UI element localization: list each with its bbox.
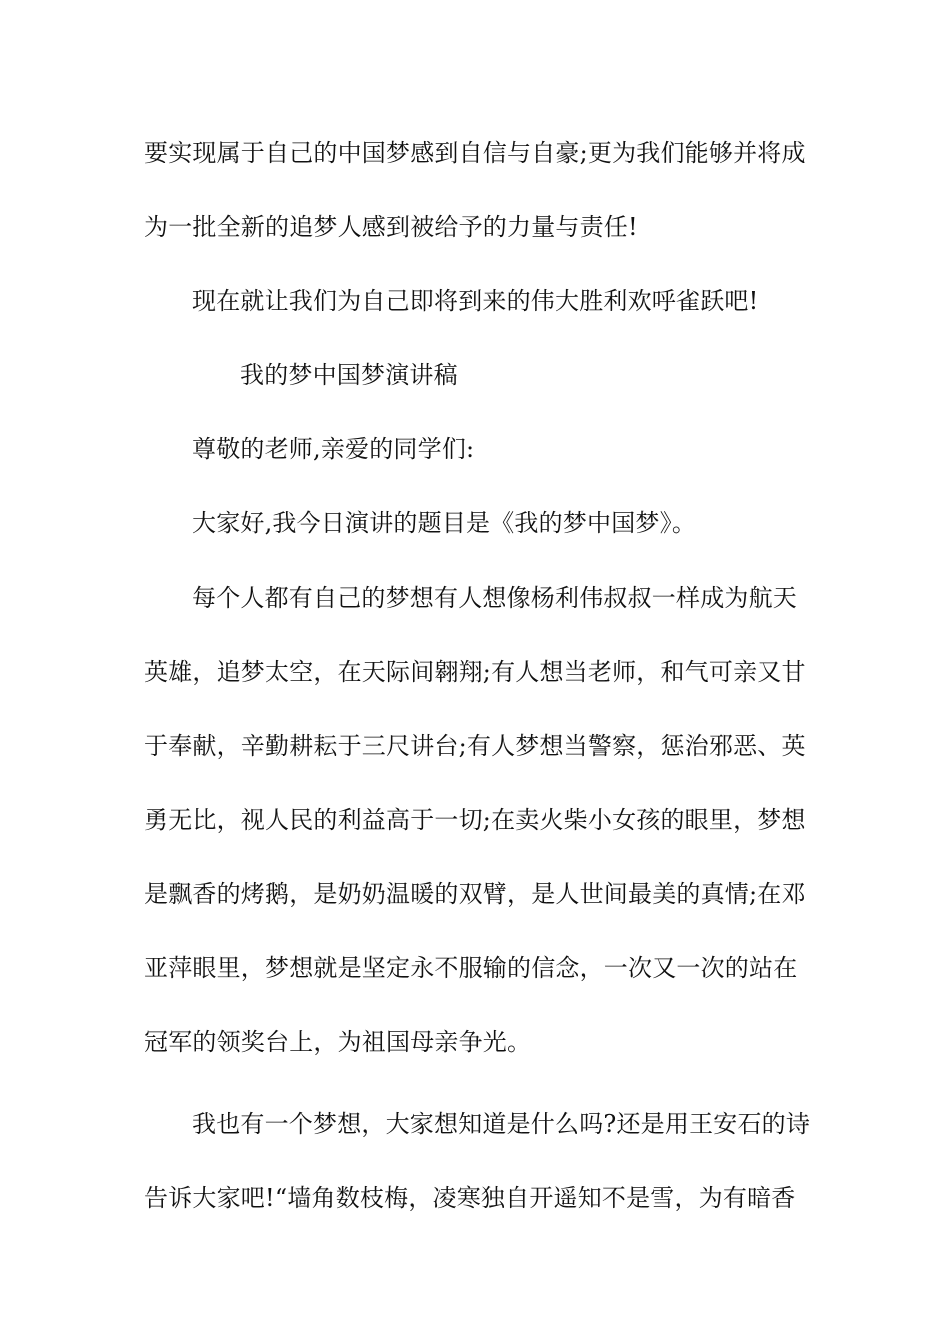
paragraph-line: 亚萍眼里，梦想就是坚定永不服输的信念，一次又一次的站在 [144,954,798,982]
paragraph-line: 大家好,我今日演讲的题目是《我的梦中国梦》。 [192,509,697,537]
section-heading: 我的梦中国梦演讲稿 [240,361,458,389]
paragraph-line: 我也有一个梦想，大家想知道是什么吗?还是用王安石的诗 [192,1110,811,1138]
paragraph-line: 告诉大家吧!“墙角数枝梅，凌寒独自开遥知不是雪，为有暗香 [144,1184,796,1212]
paragraph-line: 为一批全新的追梦人感到被给予的力量与责任! [144,213,638,241]
paragraph-line: 勇无比，视人民的利益高于一切;在卖火柴小女孩的眼里，梦想 [144,806,806,834]
paragraph-line: 英雄，追梦太空，在天际间翱翔;有人想当老师，和气可亲又甘 [144,658,806,686]
paragraph-line: 于奉献，辛勤耕耘于三尺讲台;有人梦想当警察，惩治邪恶、英 [144,732,806,760]
paragraph-line: 冠军的领奖台上，为祖国母亲争光。 [144,1028,532,1056]
paragraph-line: 是飘香的烤鹅，是奶奶温暖的双臂，是人世间最美的真情;在邓 [144,880,806,908]
paragraph-line: 每个人都有自己的梦想有人想像杨利伟叔叔一样成为航天 [192,584,797,612]
salutation-line: 尊敬的老师,亲爱的同学们: [192,435,475,463]
paragraph-line: 要实现属于自己的中国梦感到自信与自豪;更为我们能够并将成 [144,139,806,167]
paragraph-line: 现在就让我们为自己即将到来的伟大胜利欢呼雀跃吧! [192,287,759,315]
